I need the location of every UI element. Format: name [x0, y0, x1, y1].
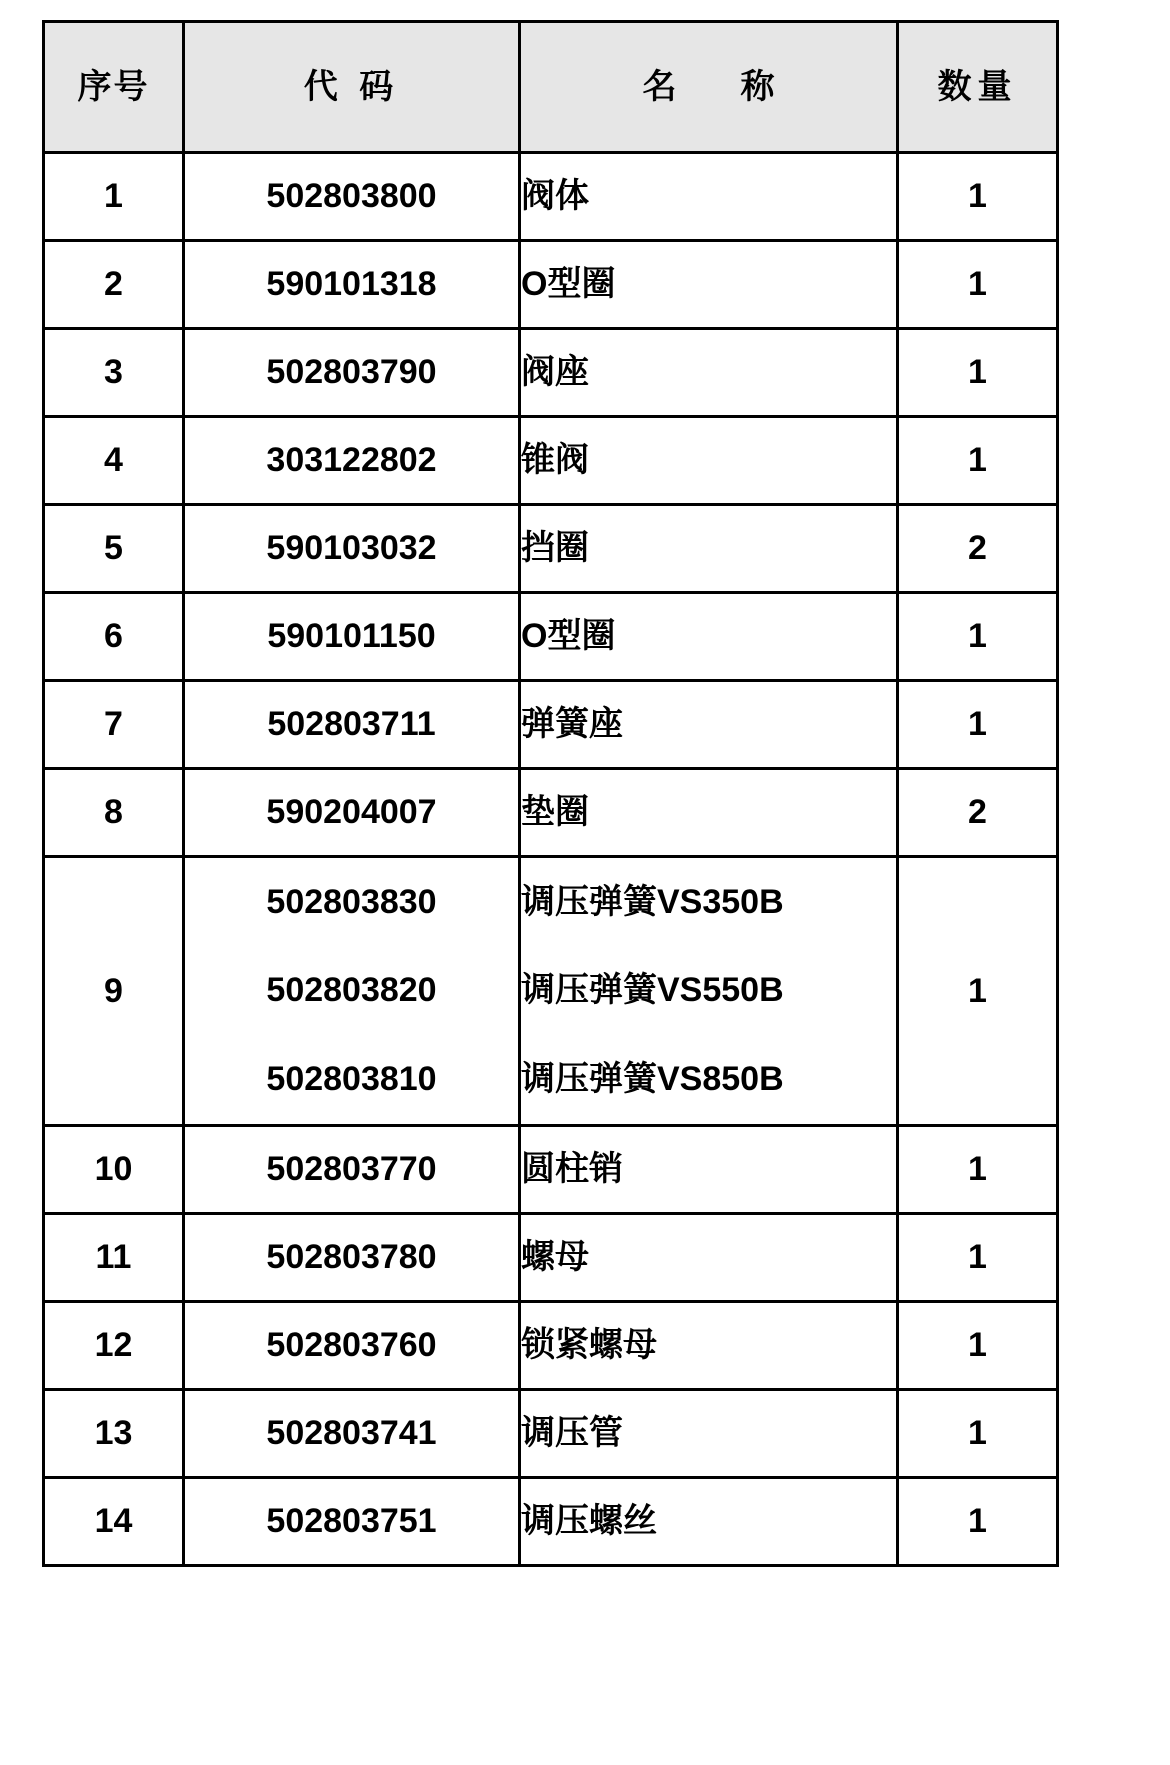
cell-seq: 1 [44, 153, 184, 241]
cell-code: 502803800 [184, 153, 520, 241]
cell-seq: 11 [44, 1214, 184, 1302]
table-row [44, 1214, 1058, 1302]
cell-code: 590204007 [184, 769, 520, 857]
cell-qty: 1 [898, 1478, 1058, 1566]
cell-code: 303122802 [184, 417, 520, 505]
cell-qty: 1 [898, 857, 1058, 1126]
column-header-seq: 序号 [44, 22, 184, 153]
table-row [44, 769, 1058, 857]
cell-qty: 1 [898, 1126, 1058, 1214]
cell-code: 502803790 [184, 329, 520, 417]
cell-name-group [520, 857, 898, 1126]
cell-code-option: 502803830 [266, 882, 437, 921]
cell-seq: 6 [44, 593, 184, 681]
cell-name-option: 调压弹簧VS350B [521, 882, 784, 921]
cell-code: 502803711 [184, 681, 520, 769]
cell-code: 502803780 [184, 1214, 520, 1302]
column-header-qty: 数量 [898, 22, 1058, 153]
cell-qty: 1 [898, 1302, 1058, 1390]
table-row [44, 505, 1058, 593]
cell-name: O型圈 [520, 593, 898, 681]
table-row [44, 1302, 1058, 1390]
cell-seq: 10 [44, 1126, 184, 1214]
table-row [44, 241, 1058, 329]
table-row [44, 153, 1058, 241]
cell-code-option: 502803810 [266, 1059, 437, 1098]
cell-seq: 12 [44, 1302, 184, 1390]
table-row [44, 681, 1058, 769]
cell-name: 弹簧座 [520, 681, 898, 769]
cell-name: 阀体 [520, 153, 898, 241]
table-header-row [44, 22, 1058, 153]
table-header [44, 22, 1058, 153]
cell-name: 垫圈 [520, 769, 898, 857]
cell-seq: 3 [44, 329, 184, 417]
cell-name: 阀座 [520, 329, 898, 417]
table-row [44, 1478, 1058, 1566]
table-row [44, 329, 1058, 417]
table-row [44, 1390, 1058, 1478]
cell-qty: 1 [898, 241, 1058, 329]
column-header-name-part2: 称 [740, 67, 775, 106]
cell-code: 590101150 [184, 593, 520, 681]
cell-code-group [184, 857, 520, 1126]
parts-table [42, 20, 1059, 1567]
cell-qty: 1 [898, 1390, 1058, 1478]
cell-qty: 1 [898, 329, 1058, 417]
table-row [44, 1126, 1058, 1214]
cell-seq: 2 [44, 241, 184, 329]
cell-seq: 4 [44, 417, 184, 505]
cell-name: 挡圈 [520, 505, 898, 593]
column-header-name [520, 22, 898, 153]
cell-qty: 1 [898, 593, 1058, 681]
cell-name: 螺母 [520, 1214, 898, 1302]
cell-qty: 1 [898, 417, 1058, 505]
cell-qty: 1 [898, 1214, 1058, 1302]
table-body [44, 153, 1058, 1566]
cell-code: 590101318 [184, 241, 520, 329]
cell-code: 502803760 [184, 1302, 520, 1390]
table-row [44, 593, 1058, 681]
cell-qty: 1 [898, 153, 1058, 241]
cell-name: 调压管 [520, 1390, 898, 1478]
cell-code: 502803751 [184, 1478, 520, 1566]
column-header-code: 代 码 [184, 22, 520, 153]
cell-code-option: 502803820 [266, 971, 437, 1010]
cell-qty: 1 [898, 681, 1058, 769]
cell-name-option: 调压弹簧VS850B [521, 1059, 784, 1098]
cell-name: 调压螺丝 [520, 1478, 898, 1566]
cell-qty: 2 [898, 769, 1058, 857]
cell-seq: 8 [44, 769, 184, 857]
cell-code: 502803770 [184, 1126, 520, 1214]
cell-seq: 9 [44, 857, 184, 1126]
table-row-grouped [44, 857, 1058, 1126]
cell-name: 圆柱销 [520, 1126, 898, 1214]
cell-code: 590103032 [184, 505, 520, 593]
cell-name: 锥阀 [520, 417, 898, 505]
cell-code: 502803741 [184, 1390, 520, 1478]
cell-name: O型圈 [520, 241, 898, 329]
cell-seq: 5 [44, 505, 184, 593]
cell-seq: 14 [44, 1478, 184, 1566]
cell-qty: 2 [898, 505, 1058, 593]
cell-name: 锁紧螺母 [520, 1302, 898, 1390]
column-header-name-part1: 名 [642, 67, 677, 106]
table-row [44, 417, 1058, 505]
cell-seq: 7 [44, 681, 184, 769]
cell-name-option: 调压弹簧VS550B [521, 971, 784, 1010]
cell-seq: 13 [44, 1390, 184, 1478]
